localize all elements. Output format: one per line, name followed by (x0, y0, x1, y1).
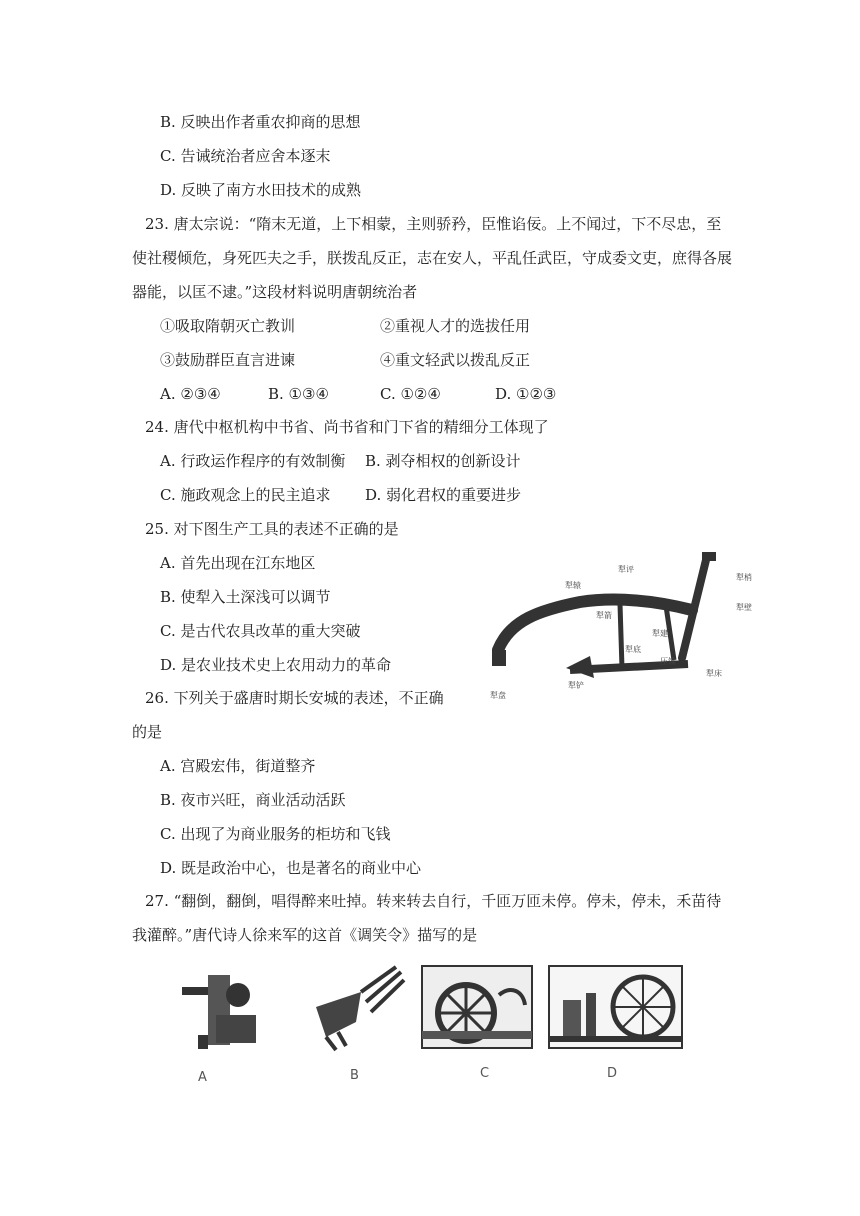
q23-item-2: ②重视人才的选拔任用 (380, 317, 531, 335)
q24-option-b: B. 剥夺相权的创新设计 (365, 452, 521, 470)
image-a-figure (178, 965, 268, 1055)
q25-option-b: B. 使犁入土深浅可以调节 (160, 588, 331, 606)
q26-option-c: C. 出现了为商业服务的柜坊和飞钱 (160, 825, 391, 843)
plough-label-7: 压镵 (660, 657, 676, 666)
q23-stem-line2: 使社稷倾危，身死匹夫之手，朕拨乱反正，志在安人，平乱任武臣，守成委文吏，庶得各展 (132, 249, 733, 267)
image-a-caption: A (198, 1070, 207, 1085)
q23-option-a: A. ②③④ (160, 385, 221, 403)
q24-option-c: C. 施政观念上的民主追求 (160, 486, 331, 504)
q23-stem-line3: 器能，以匡不逮。”这段材料说明唐朝统治者 (132, 283, 418, 301)
image-d-figure (548, 965, 683, 1049)
plough-label-4: 犁建 (652, 629, 668, 638)
q23-item-3: ③鼓励群臣直言进谏 (160, 351, 296, 369)
q24-stem: 24. 唐代中枢机构中书省、尚书省和门下省的精细分工体现了 (145, 418, 549, 436)
q23-stem-line1: 23. 唐太宗说：“隋末无道，上下相蒙，主则骄矜，臣惟谄佞。上不闻过，下不尽忠，至 (145, 215, 722, 233)
q27-stem-line2: 我灌醉。”唐代诗人徐来军的这首《调笑令》描写的是 (132, 926, 478, 944)
plough-label-8: 犁梢 (736, 573, 752, 582)
plough-label-5: 犁底 (625, 645, 641, 654)
q24-option-a: A. 行政运作程序的有效制衡 (160, 452, 346, 470)
q26-option-a: A. 宫殿宏伟，街道整齐 (160, 757, 316, 775)
plough-label-3: 犁箭 (596, 611, 612, 620)
image-d-caption: D (607, 1066, 618, 1081)
plough-label-11: 犁盘 (490, 691, 506, 700)
q25-option-d: D. 是农业技术史上农用动力的革命 (160, 656, 392, 674)
q23-item-4: ④重文轻武以拨乱反正 (380, 351, 531, 369)
q23-option-d: D. ①②③ (495, 385, 557, 403)
plough-label-9: 犁壁 (736, 603, 752, 612)
plough-label-10: 犁床 (706, 669, 722, 678)
q23-item-1: ①吸取隋朝灭亡教训 (160, 317, 296, 335)
plough-label-6: 犁铲 (568, 681, 584, 690)
q22-option-c: C. 告诫统治者应舍本逐末 (160, 147, 331, 165)
q26-stem-line2: 的是 (132, 723, 163, 741)
image-c-figure (421, 965, 533, 1049)
curved-plough-figure (470, 540, 770, 710)
q26-stem-line1: 26. 下列关于盛唐时期长安城的表述，不正确 (145, 689, 444, 707)
q22-option-b: B. 反映出作者重农抑商的思想 (160, 113, 361, 131)
image-b-figure (306, 962, 411, 1052)
q23-option-b: B. ①③④ (268, 385, 329, 403)
q25-option-a: A. 首先出现在江东地区 (160, 554, 316, 572)
q26-option-b: B. 夜市兴旺，商业活动活跃 (160, 791, 346, 809)
q23-option-c: C. ①②④ (380, 385, 441, 403)
q24-option-d: D. 弱化君权的重要进步 (365, 486, 522, 504)
q25-stem: 25. 对下图生产工具的表述不正确的是 (145, 520, 399, 538)
image-b-caption: B (350, 1068, 359, 1083)
image-c-caption: C (480, 1066, 490, 1081)
q26-option-d: D. 既是政治中心，也是著名的商业中心 (160, 859, 422, 877)
plough-label-2: 犁辕 (565, 581, 581, 590)
plough-label-1: 犁评 (618, 565, 634, 574)
q27-stem-line1: 27. “翻倒，翻倒，唱得醉来吐掉。转来转去自行，千匝万匝未停。停未，停未，禾苗待 (145, 892, 722, 910)
q22-option-d: D. 反映了南方水田技术的成熟 (160, 181, 362, 199)
q25-option-c: C. 是古代农具改革的重大突破 (160, 622, 361, 640)
